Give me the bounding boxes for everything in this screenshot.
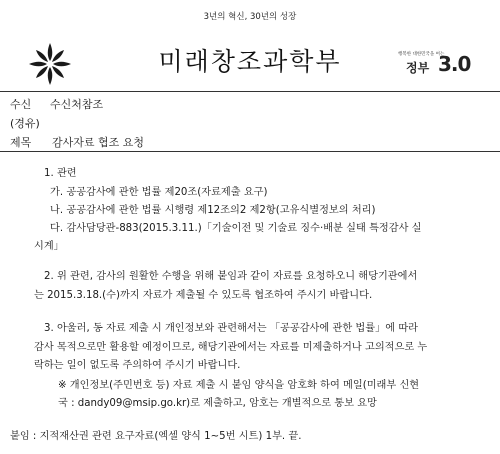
section-1-item-c: 다. 감사담당관-883(2015.3.11.)「기술이전 및 기술료 징수·배분 실태 특정감사 실: [50, 223, 422, 234]
header-divider: [0, 91, 500, 92]
recipient-label: 수신: [10, 98, 32, 111]
attachment-line: 붙임 : 지적재산권 관련 요구자료(엑셀 양식 1~5번 시트) 1부. 끝.: [10, 431, 302, 442]
privacy-note-line-2: 국 : dandy09@msip.go.kr)로 제출하고, 암호는 개별적으로 통보 요망: [58, 398, 377, 409]
brand-small-text: 행복한 대한민국을 여는: [398, 52, 445, 57]
brand-gov-text: 정부: [406, 61, 430, 75]
section-1-item-a: 가. 공공감사에 관한 법률 제20조(자료제출 요구): [50, 187, 268, 198]
subject-label: 제목: [10, 136, 32, 149]
section-1-item-c-cont: 시계」: [34, 241, 64, 252]
section-1-item-b: 나. 공공감사에 관한 법률 시행령 제12조의2 제2항(고유식별정보의 처리): [50, 205, 376, 216]
section-3-line-1: 3. 아울러, 동 자료 제출 시 개인정보와 관련해서는 「공공감사에 관한 법률」에 따라: [44, 323, 419, 334]
slogan: 3년의 혁신, 30년의 성장: [203, 12, 297, 22]
section-2-line-1: 2. 위 관련, 감사의 원활한 수행을 위해 붙임과 같이 자료를 요청하오니 해당기관에서: [44, 271, 418, 282]
section-3-line-2: 감사 목적으로만 활용할 예정이므로, 해당기관에서는 자료를 미제출하거나 고의적으로 누: [34, 342, 428, 353]
ministry-title: 미래창조과학부: [158, 47, 342, 76]
privacy-note-line-1: ※ 개인정보(주민번호 등) 자료 제출 시 붙임 양식을 암호화 하여 메일(미래부 신현: [58, 380, 420, 391]
subject-value: 감사자료 협조 요청: [52, 136, 145, 149]
via-label: (경유): [10, 117, 40, 130]
recipient-value: 수신처참조: [50, 98, 104, 111]
section-2-line-2: 는 2015.3.18.(수)까지 자료가 제출될 수 있도록 협조하여 주시기 바랍니다.: [34, 290, 373, 301]
government-3-0-logo: [398, 52, 484, 78]
section-3-line-3: 락하는 일이 없도록 주의하여 주시기 바랍니다.: [34, 360, 241, 371]
brand-version-text: 3.0: [438, 52, 471, 76]
section-1-heading: 1. 관련: [44, 168, 77, 179]
subject-divider: [0, 151, 500, 152]
